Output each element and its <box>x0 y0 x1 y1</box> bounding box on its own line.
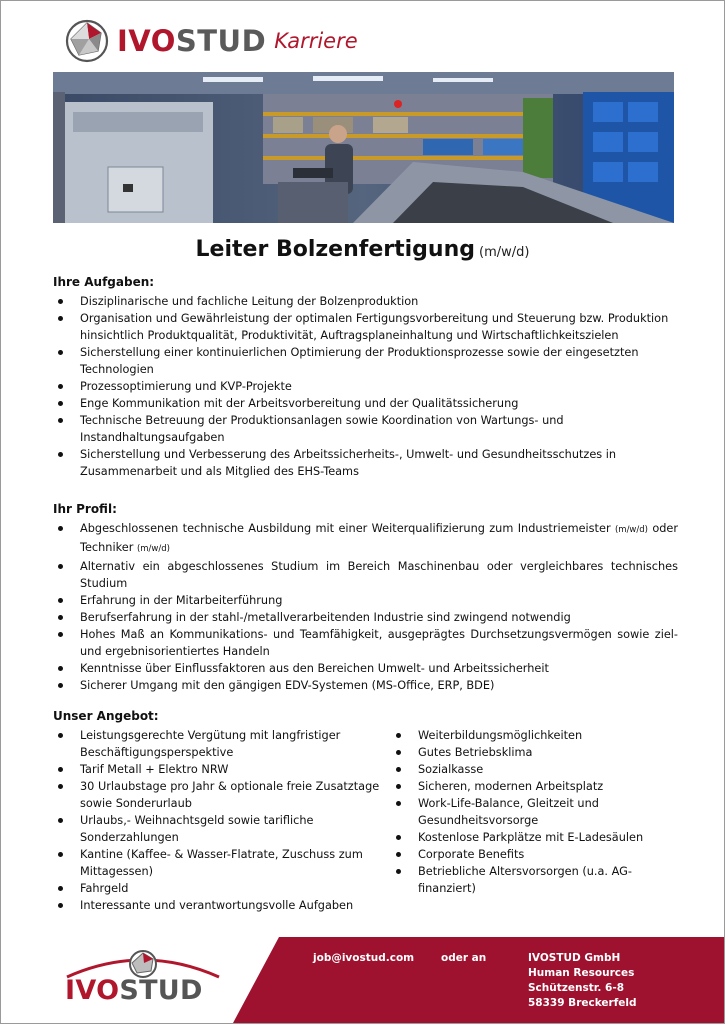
aufgaben-list <box>53 293 678 480</box>
section-angebot <box>53 708 678 914</box>
brand-ivo: IVO <box>117 24 176 58</box>
list-item: Work-Life-Balance, Gleitzeit und Gesundheitsvorsorge <box>391 795 678 829</box>
job-title-suffix: (m/w/d) <box>479 245 530 260</box>
list-item: Interessante und verantwortungsvolle Aufgaben <box>53 897 391 914</box>
footer-brand-stud: STUD <box>119 975 203 1006</box>
list-item: Kostenlose Parkplätze mit E-Ladesäulen <box>391 829 678 846</box>
list-item: Sozialkasse <box>391 761 678 778</box>
profil-item1-text-2: oder Techniker <box>80 522 679 554</box>
header-tagline: Karriere <box>274 29 358 53</box>
list-item: Tarif Metall + Elektro NRW <box>53 761 391 778</box>
footer-address <box>528 951 637 1011</box>
list-item: 30 Urlaubstage pro Jahr & optionale freie Zusatztage sowie Sonderurlaub <box>53 778 391 812</box>
angebot-columns <box>53 727 678 914</box>
list-item: Kantine (Kaffee- & Wasser-Flatrate, Zuschuss zum Mittagessen) <box>53 846 391 880</box>
list-item: Urlaubs,- Weihnachtsgeld sowie tarifliche Sonderzahlungen <box>53 812 391 846</box>
footer-brand <box>65 975 203 1006</box>
section-profil <box>53 501 678 694</box>
list-item: Enge Kommunikation mit der Arbeitsvorbereitung und der Qualitätssicherung <box>53 395 678 412</box>
header-logo <box>65 19 358 63</box>
list-item: Weiterbildungsmöglichkeiten <box>391 727 678 744</box>
list-item: Leistungsgerechte Vergütung mit langfristiger Beschäftigungsperspektive <box>53 727 391 761</box>
footer <box>1 937 724 1023</box>
list-item: Prozessoptimierung und KVP-Projekte <box>53 378 678 395</box>
section-aufgaben <box>53 274 678 480</box>
list-item: Erfahrung in der Mitarbeiterführung <box>53 592 678 609</box>
header-brand <box>117 19 266 63</box>
list-item: Hohes Maß an Kommunikations- und Teamfähigkeit, ausgeprägtes Durchsetzungsvermögen sowie ziel- und ergebnisorientiertes Handeln <box>53 626 678 660</box>
footer-company: IVOSTUD GmbH <box>528 952 621 964</box>
list-item: Betriebliche Altersvorsorgen (u.a. AG-finanziert) <box>391 863 678 897</box>
footer-city: 58339 Breckerfeld <box>528 997 637 1009</box>
aufgaben-heading: Ihre Aufgaben: <box>53 275 155 289</box>
list-item: Technische Betreuung der Produktionsanlagen sowie Koordination von Wartungs- und Instandhaltungsaufgaben <box>53 412 678 446</box>
angebot-heading: Unser Angebot: <box>53 709 159 723</box>
footer-street: Schützenstr. 6-8 <box>528 982 625 994</box>
profil-heading: Ihr Profil: <box>53 502 117 516</box>
job-title <box>1 237 724 262</box>
footer-oder: oder an <box>441 952 487 964</box>
list-item: Fahrgeld <box>53 880 391 897</box>
list-item: Disziplinarische und fachliche Leitung der Bolzenproduktion <box>53 293 678 310</box>
list-item: Gutes Betriebsklima <box>391 744 678 761</box>
footer-brand-ivo: IVO <box>65 975 120 1006</box>
footer-dept: Human Resources <box>528 967 635 979</box>
list-item: Berufserfahrung in der stahl-/metallverarbeitenden Industrie sind zwingend notwendig <box>53 609 678 626</box>
brand-stud: STUD <box>175 24 267 58</box>
angebot-list-left <box>53 727 391 914</box>
list-item: Organisation und Gewährleistung der optimalen Fertigungsvorbereitung und Steuerung bzw. Produktion hinsichtlich Produktqualität, Produktivität, Auftragsplaneinhaltung und Wirtschaftlichkeitszielen <box>53 310 678 344</box>
list-item: Alternativ ein abgeschlossenes Studium im Bereich Maschinenbau oder vergleichbares technisches Studium <box>53 558 678 592</box>
footer-logo <box>63 947 223 1011</box>
list-item <box>53 520 678 558</box>
angebot-list-right <box>391 727 678 914</box>
ivostud-logo-icon <box>65 19 109 63</box>
profil-item1-suffix-2: (m/w/d) <box>136 544 170 554</box>
job-title-text: Leiter Bolzenfertigung <box>195 237 475 262</box>
list-item: Sicherstellung und Verbesserung des Arbeitssicherheits-, Umwelt- und Gesundheitsschutzes in Zusammenarbeit und als Mitglied des EHS-Teams <box>53 446 678 480</box>
hero-factory-image <box>53 72 674 223</box>
profil-list <box>53 520 678 694</box>
list-item: Sicherer Umgang mit den gängigen EDV-Systemen (MS-Office, ERP, BDE) <box>53 677 678 694</box>
footer-email-link[interactable]: job@ivostud.com <box>313 952 415 964</box>
list-item: Sicherstellung einer kontinuierlichen Optimierung der Produktionsprozesse sowie der eingesetzten Technologien <box>53 344 678 378</box>
list-item: Sicheren, modernen Arbeitsplatz <box>391 778 678 795</box>
list-item: Corporate Benefits <box>391 846 678 863</box>
profil-item1-text: Abgeschlossenen technische Ausbildung mit einer Weiterqualifizierung zum Industriemeister <box>80 522 611 535</box>
list-item: Kenntnisse über Einflussfaktoren aus den Bereichen Umwelt- und Arbeitssicherheit <box>53 660 678 677</box>
profil-item1-suffix: (m/w/d) <box>614 525 648 535</box>
